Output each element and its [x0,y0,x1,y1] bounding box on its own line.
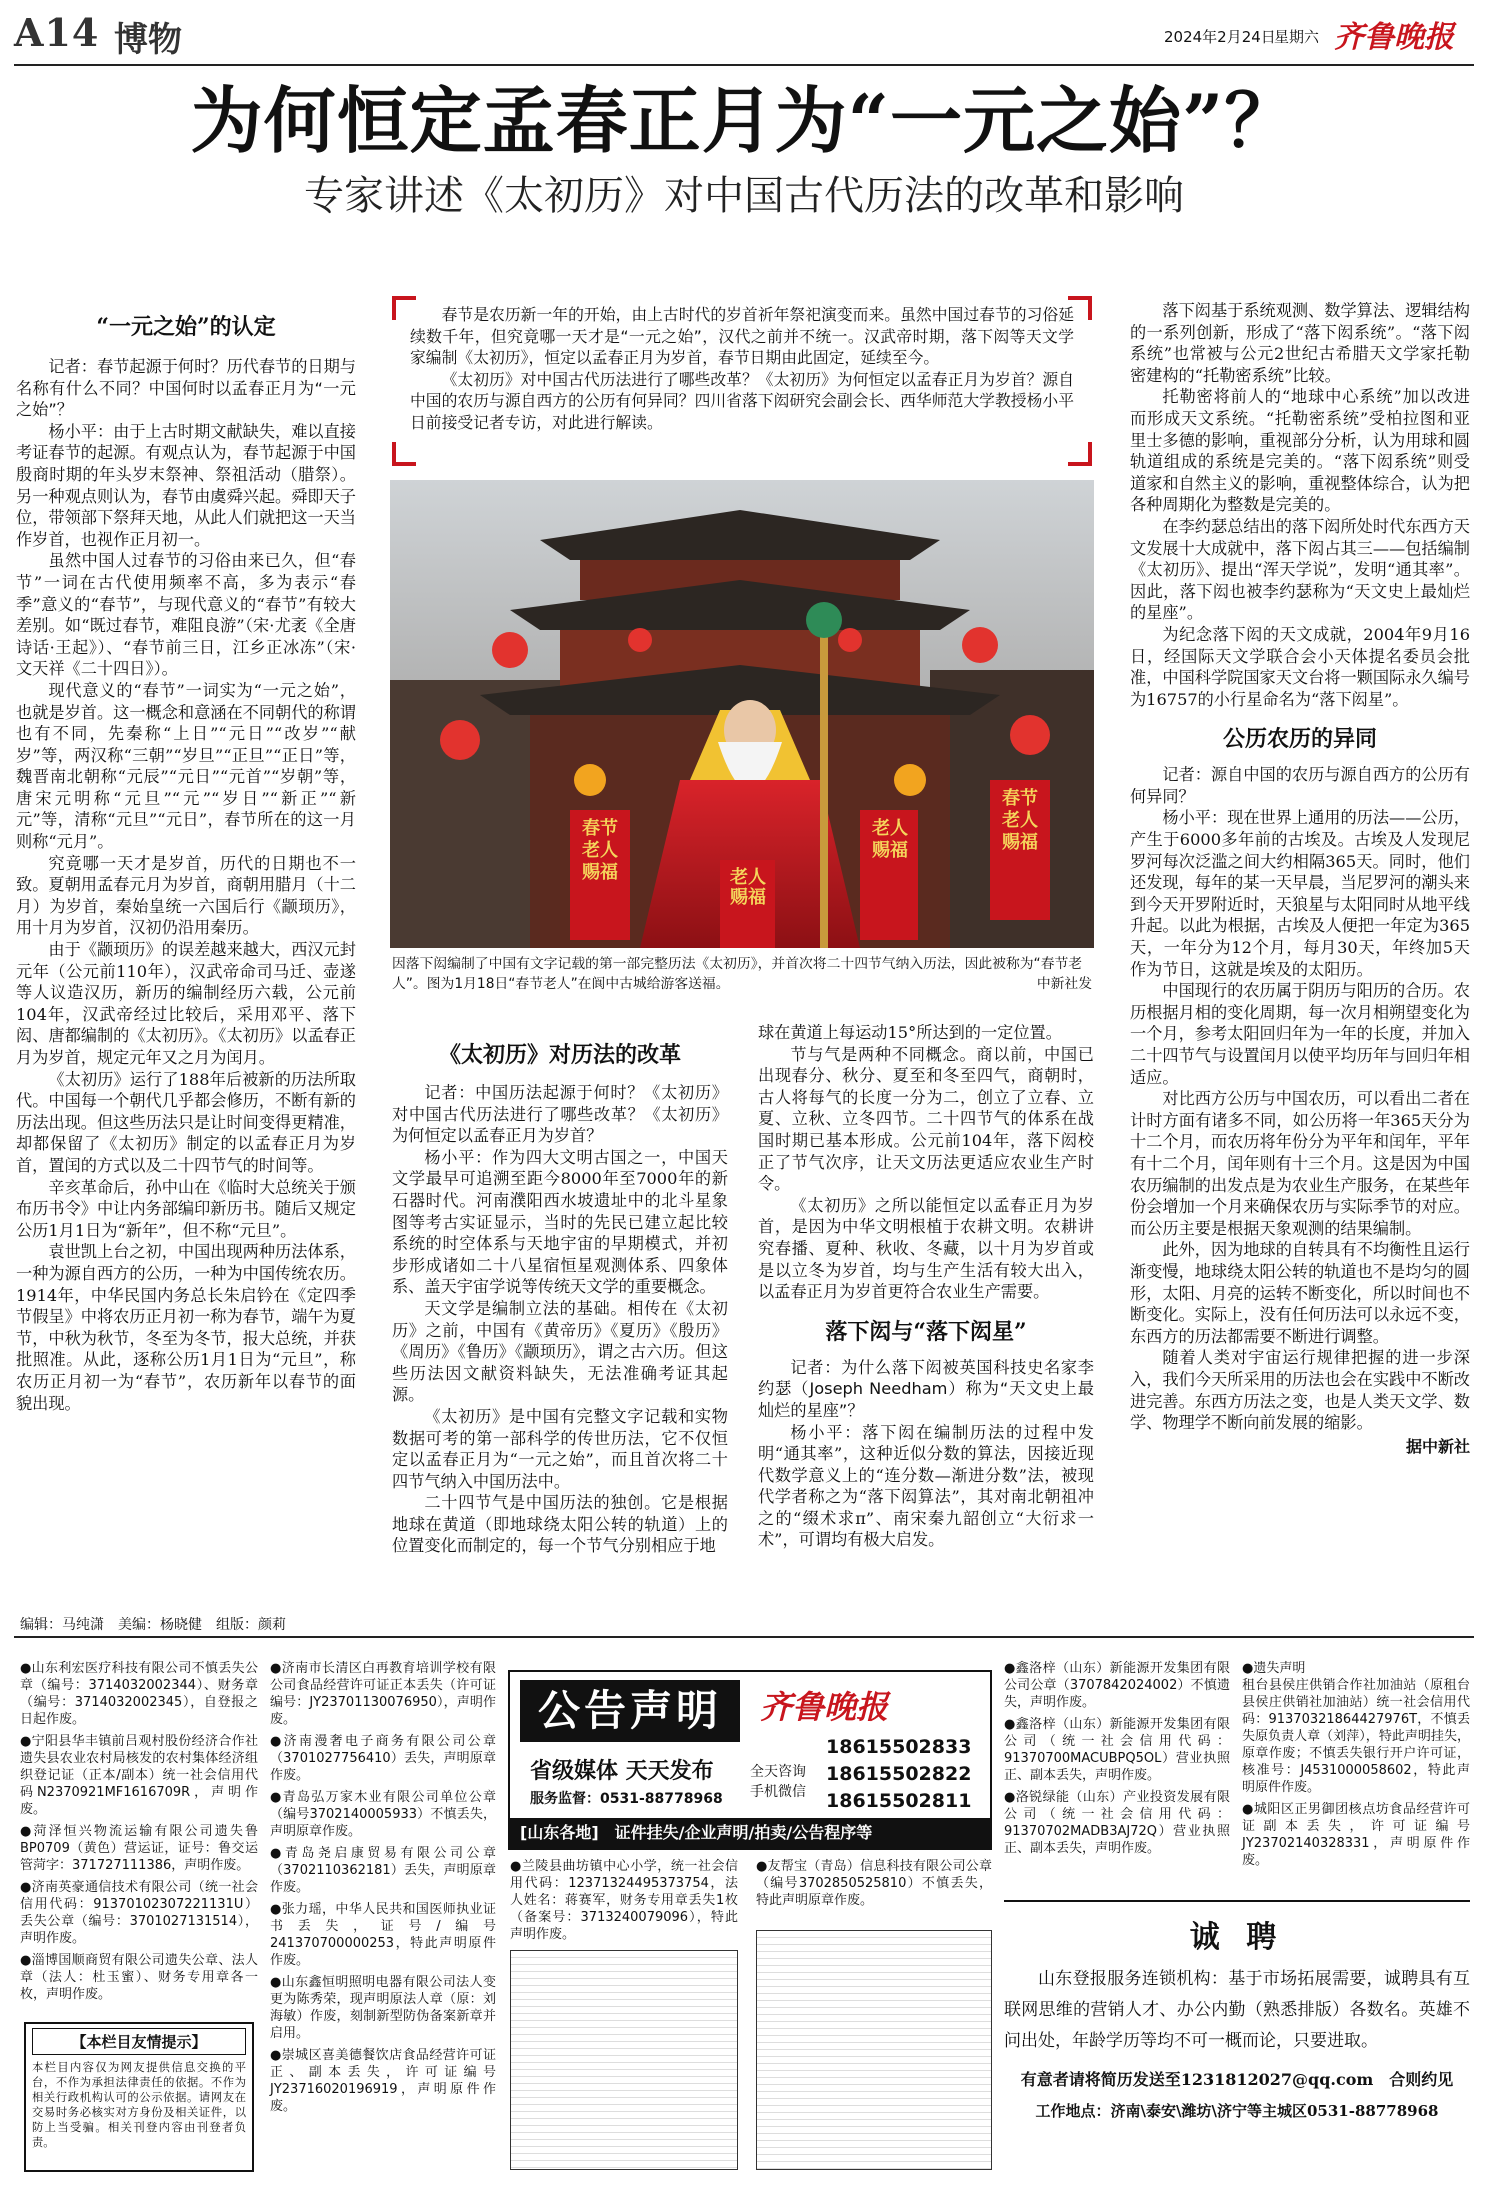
section-name: 博物 [114,20,182,60]
ads-top-rule [14,1636,1474,1638]
ad-item: ●张力瑶，中华人民共和国医师执业证书丢失，证号/编号241370700000253，特此声明原件作废。 [270,1902,496,1968]
ad-item: ●山东鑫恒明照明电器有限公司法人变更为陈秀荣，现声明原法人章（原：刘海敏）作废，刻制新型防伪备案新章并启用。 [270,1975,496,2041]
banner-2: 老人赐福 [730,867,766,908]
tip-box [24,2022,254,2172]
col4-para: 随着人类对宇宙运行规律把握的进一步深入，我们今天所采用的历法也会在实践中不断改进完善。东西方历法之变，也是人类天文学、数学、物理学不断向前发展的缩影。 [1130,1348,1470,1433]
column-4 [1130,300,1470,1457]
ads-col-3b [756,1858,992,1914]
notice-tels [826,1734,971,1815]
col4-para: 对比西方公历与中国农历，可以看出二者在计时方面有诸多不同，如公历将一年365天分为十二个月，而农历将年份分为平年和闰年，平年有十二个月，闰年则有十三个月。这是因为中国农历编制的出发点是为农业生产服务，在某些年份会增加一个月来确保农历与实际季节的对应。而公历主要是根据天象观测的结果编制。 [1130,1089,1470,1238]
ad-item: ●菏泽恒兴物流运输有限公司遗失鲁BP0709（黄色）营运证，证号：鲁交运管菏字：371727111386，声明作废。 [20,1824,258,1873]
ads-col-2 [270,1660,496,2120]
lead-box [392,296,1092,466]
recruit-box [1004,1900,1470,2170]
notice-tel: 18615502822 [826,1763,972,1785]
ad-item: ●友帮宝（青岛）信息科技有限公司公章（编号3702850525810）不慎丢失，特此声明原章作废。 [756,1859,992,1908]
col4-para: 此外，因为地球的自转具有不均衡性且运行渐变慢，地球绕太阳公转的轨道也不是均匀的圆形，太阳、月亮的运转不断变化，所以时间也不断变化。实际上，没有任何历法可以永远不变，东西方的历法都需要不断进行调整。 [1130,1240,1470,1346]
col2-para: 杨小平：作为四大文明古国之一，中国天文学最早可追溯至距今8000年至7000年的新石器时代。河南濮阳西水坡遗址中的北斗星象图等考古实证显示，当时的先民已建立起比较系统的时空体系与天地宇宙的早期模式，并初步形成诸如二十八星宿恒星观测体系、四象体系、盖天宇宙学说等传统天文学的重要概念。 [392,1147,728,1297]
ad-item: ●鑫洛梓（山东）新能源开发集团有限公司公章（3707842024002）不慎遗失，声明作废。 [1004,1661,1230,1710]
col4-para: 为纪念落下闳的天文成就，2004年9月16日，经国际天文学联合会小天体提名委员会批准，中国科学院国家天文台将一颗国际永久编号为16757的小行星命名为“落下闳星”。 [1130,624,1470,709]
subheadline: 专家讲述《太初历》对中国古代历法的改革和影响 [304,173,1184,219]
ads-col-1 [20,1660,258,2008]
recruit-addr: 工作地点：济南\泰安\潍坊\济宁等主城区0531-88778968 [1035,2102,1439,2120]
col1-para: 由于《颛顼历》的误差越来越大，西汉元封元年（公元前110年），汉武帝命司马迁、壶遂等人议造汉历，新历的编制经历六载，公元前104年，汉武帝经过比较后，采用邓平、落下闳、唐都编制的《太初历》。《太初历》以孟春正月为岁首，规定元年又之月为闰月。 [16,940,356,1067]
col1-para: 《太初历》运行了188年后被新的历法所取代。中国每一个朝代几乎都会修历，不断有新的历法出现。但这些历法只是让时间变得更精准，却都保留了《太初历》制定的以孟春正月为岁首，置闰的方式以及二十四节气的时间等。 [16,1069,356,1175]
col1-heading: “一元之始”的认定 [96,314,276,340]
lead-para: 春节是农历新一年的开始，由上古时代的岁首祈年祭祀演变而来。虽然中国过春节的习俗延续数千年，但究竟哪一天才是“一元之始”，汉代之前并不统一。汉武帝时期，落下闳等天文学家编制《太初历》，恒定以孟春正月为岁首，春节日期由此固定，延续至今。 [410,305,1074,367]
col4-heading: 公历农历的异同 [1222,726,1377,753]
notice-slogan: 省级媒体 天天发布 [530,1759,714,1784]
photo-caption [392,954,1092,994]
ad-item: ●山东利宏医疗科技有限公司不慎丢失公章（编号：3714032002344）、财务章（编号：3714032002345），自登报之日起作废。 [20,1661,258,1727]
header-rule [14,64,1474,66]
small-print-notice-2 [756,1930,992,2170]
ad-item: ●遗失声明 [1242,1661,1306,1676]
col1-para: 袁世凯上台之初，中国出现两种历法体系，一种为源自西方的公历，一种为中国传统农历。1914年，中华民国内务总长朱启钤在《定四季节假呈》中将农历正月初一称为春节，端午为夏节，中秋为秋节，冬至为冬节，报大总统，并获批照准。从此，逐称公历1月1日为“元旦”，称农历正月初一为“春节”，农历新年以春节的面貌出现。 [16,1242,356,1413]
col3-para: 记者：为什么落下闳被英国科技史名家李约瑟（Joseph Needham）称为“天文史上最灿烂的星座”？ [758,1357,1094,1420]
ad-item: ●济南英豪通信技术有限公司（统一社会信用代码：91370102307221131U）丢失公章（编号：3701027131514），声明作废。 [20,1880,258,1946]
ad-item: ●济南漫奢电子商务有限公司公章（3701027756410）丢失，声明原章作废。 [270,1734,496,1783]
column-3 [758,1022,1094,1551]
col4-para: 托勒密将前人的“地球中心系统”加以改进而形成天文系统。“托勒密系统”受柏拉图和亚里士多德的影响，重视部分分析，认为用球和圆轨道组成的系统是完美的。“落下闳系统”则受道家和自然主义的影响，重视整体综合，认为把各种周期化为整数是完美的。 [1130,387,1470,515]
col1-para: 究竟哪一天才是岁首，历代的日期也不一致。夏朝用孟春元月为岁首，商朝用腊月（十二月）为岁首，秦始皇统一六国后行《颛顼历》，用十月为岁首，汉初仍沿用秦历。 [16,853,356,938]
banner-4: 春节老人赐福 [1002,788,1038,853]
col4-para: 中国现行的农历属于阴历与阳历的合历。农历根据月相的变化周期，每一次月相朔望变化为一个月，参考太阳回归年为一年的长度，并加入二十四节气与设置闰月以使平均历年与回归年相适应。 [1130,981,1470,1087]
ads-col-5 [1242,1660,1470,1874]
ad-item: ●崇城区喜美德餐饮店食品经营许可证正、副本丢失，许可证编号JY23716020196919，声明原件作废。 [270,2048,496,2114]
col4-para: 在李约瑟总结出的落下闳所处时代东西方天文发展十大成就中，落下闳占其三——包括编制《太初历》、提出“浑天学说”，发明“通其率”。因此，落下闳也被李约瑟称为“天文史上最灿烂的星座”。 [1130,516,1470,623]
photo-credit: 中新社发 [1036,976,1092,992]
notice-title: 公告声明 [520,1680,740,1742]
column-1 [16,312,356,1414]
banner-1: 春节老人赐福 [582,818,618,883]
col3-heading: 落下闳与“落下闳星” [825,1318,1027,1345]
column-2 [392,1040,728,1557]
col1-para: 现代意义的“春节”一词实为“一元之始”，也就是岁首。这一概念和意涵在不同朝代的称谓也有不同，先秦称“上日”“元日”“改岁”“献岁”等，两汉称“三朝”“岁旦”“正旦”“正日”等，魏晋南北朝称“元辰”“元日”“元首”“岁朝”等，唐宋元明称“元旦”“元”“岁日”“新正”“新元”等，清称“元旦”“元日”，春节所在的这一月则称“元月”。 [16,680,356,852]
col4-para: 杨小平：现在世界上通用的历法——公历，产生于6000多年前的古埃及。古埃及人发现尼罗河每次泛滥之间大约相隔365天。同时，他们还发现，每年的某一天早晨，当尼罗河的潮头来到今天开罗附近时，天狼星与太阳同时从地平线升起。以此为根据，古埃及人便把一年定为365天，一年分为12个月，每月30天，年终加5天作为节日，这就是埃及的太阳历。 [1130,808,1470,979]
col1-para: 虽然中国人过春节的习俗由来已久，但“春节”一词在古代使用频率不高，多为表示“春季”意义的“春节”，与现代意义的“春节”有较大差别。如“既过春节，难阻良游”（宋·尤袤《全唐诗话·王起》）、“春节前三日，江乡正冰冻”（宋·文天祥《二十四日》）。 [16,551,356,679]
news-photo [390,480,1094,948]
recruit-body: 山东登报服务连锁机构：基于市场拓展需要，诚聘具有互联网思维的营销人才、办公内勤（熟悉排版）各数名。英雄不问出处，年龄学历等均不可一概而论，只要进取。 [1004,1969,1470,2051]
lead-para: 《太初历》对中国古代历法进行了哪些改革？《太初历》为何恒定以孟春正月为岁首？源自中国的农历与源自西方的公历有何异同？四川省落下闳研究会副会长、西华师范大学教授杨小平日前接受记者专访，对此进行解读。 [410,369,1074,432]
col2-para: 天文学是编制立法的基础。相传在《太初历》之前，中国有《黄帝历》《夏历》《殷历》《周历》《鲁历》《颛顼历》，谓之古六历。但这些历法因文献资料缺失，无法准确考证其起源。 [392,1298,728,1405]
paper-logo: 齐鲁晚报 [1334,20,1454,55]
notice-tel: 18615502833 [826,1736,972,1758]
tip-title: 【本栏目友情提示】 [32,2028,246,2055]
recruit-title: 诚 聘 [1189,1920,1285,1955]
ad-item: ●宁阳县华丰镇前吕观村股份经济合作社遗失县农业农村局核发的农村集体经济组织登记证（正本/副本）统一社会信用代码N2370921MF1616709R，声明作废。 [20,1734,258,1817]
small-print-notice-1 [510,1950,738,2170]
ad-item: ●城阳区正男御团核点坊食品经营许可证副本丢失，许可证编号JY23702140328331，声明原件作废。 [1242,1802,1470,1868]
notice-tel-label: 全天咨询 手机微信 [750,1764,806,1800]
col4-para: 记者：源自中国的农历与源自西方的公历有何异同？ [1130,765,1470,806]
col2-heading: 《太初历》对历法的改革 [438,1042,681,1068]
col1-para: 辛亥革命后，孙中山在《临时大总统关于颁布历书令》中让内务部编印新历书。随后又规定公历1月1日为“新年”，但不称“元旦”。 [16,1177,356,1240]
col1-para: 记者：春节起源于何时？历代春节的日期与名称有什么不同？中国何时以孟春正月为“一元之始”？ [16,357,356,420]
headline: 为何恒定孟春正月为“一元之始”？ [190,78,1298,163]
article-source: 据中新社 [1405,1436,1470,1456]
col2-para: 《太初历》是中国有完整文字记载和实物数据可考的第一部科学的传世历法，它不仅恒定以孟春正月为“一元之始”，而且首次将二十四节气纳入中国历法中。 [392,1406,728,1491]
ad-item: ●洛锐绿能（山东）产业投资发展有限公司（统一社会信用代码：91370702MADB3AJ72Q）营业执照正、副本丢失，声明作废。 [1004,1790,1230,1856]
ad-item: 租台县侯庄供销合作社加油站（原租台县侯庄供销社加油站）统一社会信用代码：91370321864427976T，不慎丢失原负责人章（刘萍），特此声明挂失，原章作废；不慎丢失银行开户许可证，核准号：J4531000058602，特此声明原件作废。 [1242,1678,1470,1795]
ad-item: ●济南市长清区白再教育培训学校有限公司食品经营许可证正本丢失（许可证编号：JY23701130076950），声明作废。 [270,1661,496,1727]
col4-para: 落下闳基于系统观测、数学算法、逻辑结构的一系列创新，形成了“落下闳系统”。“落下闳系统”也常被与公元2世纪古希腊天文学家托勒密建构的“托勒密系统”比较。 [1130,301,1470,385]
issue-weekday: 星期六 [1274,28,1320,46]
editors-line: 编辑：马纯潇 美编：杨晓健 组版：颜莉 [20,1617,286,1633]
col2-para: 记者：中国历法起源于何时？《太初历》对中国古代历法进行了哪些改革？《太初历》为何恒定以孟春正月为岁首？ [392,1083,728,1146]
issue-date: 2024年2月24日 [1164,28,1276,46]
notice-bar-items: 证件挂失/企业声明/拍卖/公告程序等 [614,1823,873,1842]
ads-col-3a [510,1858,738,1948]
page-number: A14 [14,10,100,55]
notice-hotline: 服务监督：0531-88778968 [530,1791,723,1807]
ad-item: ●青岛尧启康贸易有限公司公章（3702110362181）丢失，声明原章作废。 [270,1846,496,1895]
notice-bar [510,1818,990,1848]
tip-text: 本栏目内容仅为网友提供信息交换的平台，不作为承担法律责任的依据。不作为相关行政机构认可的公示依据。请网友在交易时务必核实对方身份及相关证件，以防上当受骗。相关刊登内容由刊登者负责。 [32,2061,246,2149]
ad-item: ●兰陵县曲坊镇中心小学，统一社会信用代码：12371324495373754，法人姓名：蒋赛军，财务专用章丢失1枚（备案号：3713240079096），特此声明作废。 [510,1859,738,1942]
ads-col-4 [1004,1660,1230,1862]
col1-para: 杨小平：由于上古时期文献缺失，难以直接考证春节的起源。有观点认为，春节起源于中国殷商时期的年头岁末祭神、祭祖活动（腊祭）。另一种观点则认为，春节由虞舜兴起。舜即天子位，带领部下祭拜天地，从此人们就把这一天当作岁首，也视作正月初一。 [16,421,356,549]
col3-para: 《太初历》之所以能恒定以孟春正月为岁首，是因为中华文明根植于农耕文明。农耕讲究春播、夏种、秋收、冬藏，以十月为岁首或是以立冬为岁首，均与生产生活有较大出入，以孟春正月为岁首更符合农业生产需要。 [758,1195,1094,1302]
notice-brand: 齐鲁晚报 [760,1688,889,1726]
ad-item: ●鑫洛梓（山东）新能源开发集团有限公司（统一社会信用代码：91370700MACUBPQ5OL）营业执照正、副本丢失，声明作废。 [1004,1717,1230,1783]
banner-3: 老人赐福 [872,818,908,861]
ad-item: ●淄博国顺商贸有限公司遗失公章、法人章（法人：杜玉蜜）、财务专用章各一枚，声明作废。 [20,1953,258,2002]
col2-para: 二十四节气是中国历法的独创。它是根据地球在黄道（即地球绕太阳公转的轨道）上的位置变化而制定的，每一个节气分别相应于地 [392,1493,728,1556]
ad-item: ●青岛弘万家木业有限公司单位公章（编号3702140005933）不慎丢失，声明原章作废。 [270,1790,496,1839]
notice-tel: 18615502811 [826,1790,972,1812]
recruit-mail: 有意者请将简历发送至1231812027@qq.com 合则约见 [1020,2070,1454,2089]
photo-caption-text: 因落下闳编制了中国有文字记载的第一部完整历法《太初历》，并首次将二十四节气纳入历法，因此被称为“春节老人”。图为1月18日“春节老人”在阆中古城给游客送福。 [392,956,1083,992]
col3-para: 球在黄道上每运动15°所达到的一定位置。 [758,1023,1062,1042]
notice-banner [508,1670,992,1850]
col3-para: 杨小平：落下闳在编制历法的过程中发明“通其率”，这种近似分数的算法，因接近现代数学意义上的“连分数—渐进分数”法，被现代学者称之为“落下闳算法”，其对南北朝祖冲之的“缀术求π”、南宋秦九韶创立“大衍求一术”，可谓均有极大启发。 [758,1422,1094,1550]
page-header [14,10,1474,60]
col3-para: 节与气是两种不同概念。商以前，中国已出现春分、秋分、夏至和冬至四气，商朝时，古人将每气的长度一分为二，创立了立春、立夏、立秋、立冬四节。二十四节气的体系在战国时期已基本形成。公元前104年，落下闳校正了节气次序，让天文历法更适应农业生产时令。 [758,1044,1094,1194]
notice-bar-region: [山东各地] [520,1823,599,1842]
